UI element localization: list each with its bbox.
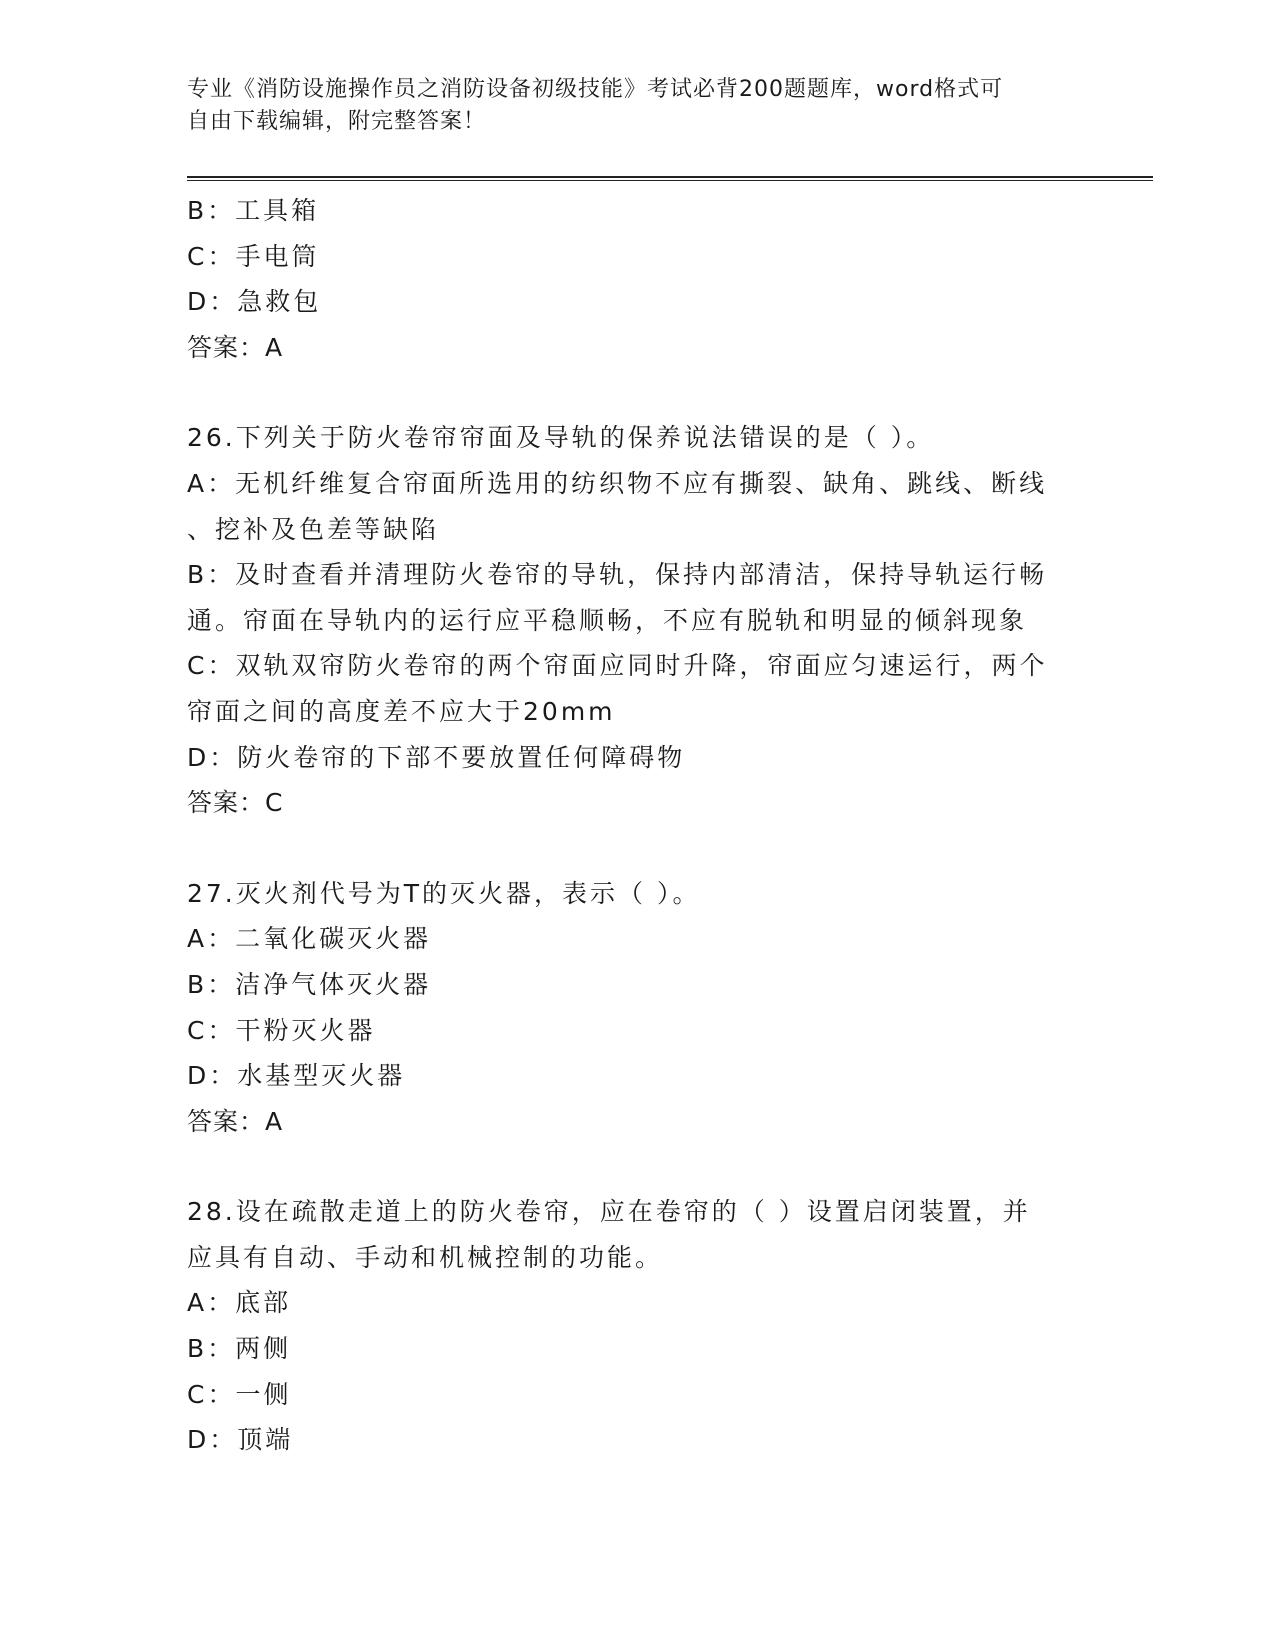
option-b: B：洁净气体灭火器 bbox=[187, 969, 432, 999]
option-a-cont: 、挖补及色差等缺陷 bbox=[187, 514, 440, 544]
option-c: C：一侧 bbox=[187, 1379, 292, 1409]
option-a: A：二氧化碳灭火器 bbox=[187, 924, 432, 954]
header-divider-thin bbox=[187, 180, 1153, 181]
option-b-cont: 通。帘面在导轨内的运行应平稳顺畅，不应有脱轨和明显的倾斜现象 bbox=[187, 605, 1028, 635]
question-27 bbox=[187, 871, 1087, 1145]
question-stem: 26.下列关于防火卷帘帘面及导轨的保养说法错误的是（ ）。 bbox=[187, 423, 935, 453]
option-a: A：无机纤维复合帘面所选用的纺织物不应有撕裂、缺角、跳线、断线 bbox=[187, 468, 1048, 498]
title-line-2: 自由下载编辑，附完整答案！ bbox=[187, 109, 487, 134]
question-25-tail bbox=[187, 188, 1087, 370]
option-d: D：防火卷帘的下部不要放置任何障碍物 bbox=[187, 742, 686, 772]
spacer bbox=[187, 1144, 1087, 1189]
option-d: D：顶端 bbox=[187, 1425, 294, 1455]
spacer bbox=[187, 826, 1087, 871]
option-c: C：双轨双帘防火卷帘的两个帘面应同时升降，帘面应匀速运行，两个 bbox=[187, 651, 1048, 681]
option-a: A：底部 bbox=[187, 1288, 292, 1318]
option-d: D：急救包 bbox=[187, 287, 322, 317]
option-c-cont: 帘面之间的高度差不应大于20mm bbox=[187, 696, 616, 726]
question-stem: 28.设在疏散走道上的防火卷帘，应在卷帘的（ ）设置启闭装置，并 bbox=[187, 1197, 1031, 1227]
option-d: D：水基型灭火器 bbox=[187, 1061, 406, 1091]
option-c: C：干粉灭火器 bbox=[187, 1015, 376, 1045]
option-c: C：手电筒 bbox=[187, 241, 320, 271]
question-26 bbox=[187, 415, 1087, 825]
question-list bbox=[187, 188, 1087, 1463]
title-line-1: 专业《消防设施操作员之消防设备初级技能》考试必背200题题库，word格式可 bbox=[187, 77, 1004, 102]
question-stem-cont: 应具有自动、手动和机械控制的功能。 bbox=[187, 1242, 664, 1272]
answer-line: 答案：C bbox=[187, 788, 284, 818]
answer-line: 答案：A bbox=[187, 1106, 284, 1136]
question-28 bbox=[187, 1189, 1087, 1463]
question-stem: 27.灭火剂代号为T的灭火器，表示（ ）。 bbox=[187, 878, 701, 908]
option-b: B：及时查看并清理防火卷帘的导轨，保持内部清洁，保持导轨运行畅 bbox=[187, 560, 1048, 590]
header-divider-thick bbox=[187, 176, 1153, 178]
page-title bbox=[187, 74, 1087, 138]
answer-line: 答案：A bbox=[187, 332, 284, 362]
option-b: B：工具箱 bbox=[187, 196, 320, 225]
option-b: B：两侧 bbox=[187, 1334, 292, 1364]
spacer bbox=[187, 370, 1087, 415]
